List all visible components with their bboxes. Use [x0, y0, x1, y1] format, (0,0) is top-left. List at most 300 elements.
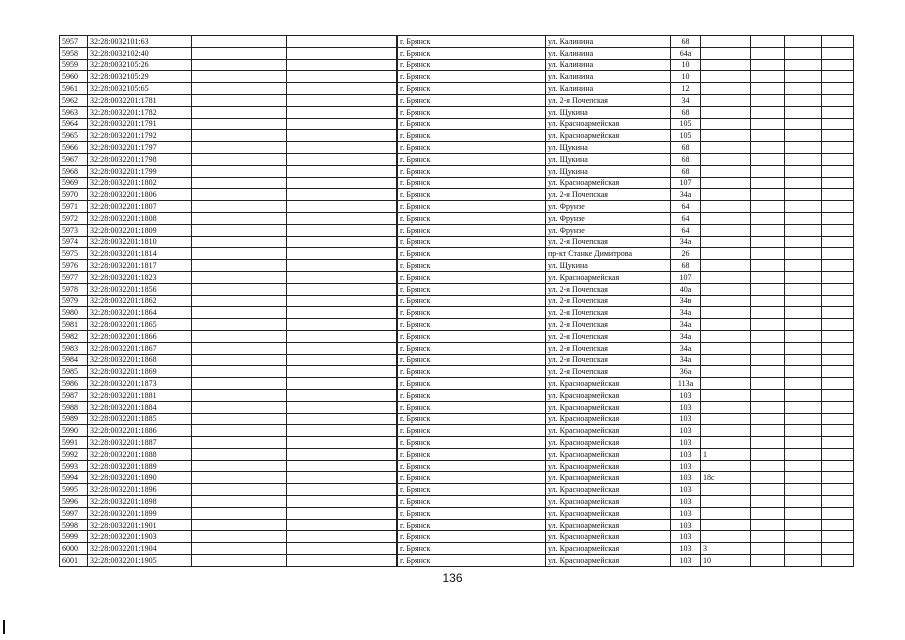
building-cell [701, 354, 751, 366]
edge-mark [3, 620, 5, 634]
empty-cell [822, 248, 854, 260]
row-number-cell: 5986 [60, 378, 88, 390]
street-cell: ул. 2-я Почепская [546, 366, 671, 378]
empty-cell [785, 342, 822, 354]
empty-cell [287, 307, 397, 319]
empty-cell [822, 531, 854, 543]
empty-cell [751, 342, 785, 354]
building-cell [701, 118, 751, 130]
house-number-cell: 103 [671, 472, 701, 484]
house-number-cell: 68 [671, 153, 701, 165]
empty-cell [822, 212, 854, 224]
house-number-cell: 107 [671, 177, 701, 189]
table-row [60, 177, 854, 189]
city-cell: г. Брянск [398, 448, 546, 460]
empty-cell [822, 437, 854, 449]
city-cell: г. Брянск [398, 201, 546, 213]
street-cell: ул. Щукина [546, 106, 671, 118]
building-cell [701, 94, 751, 106]
house-number-cell: 103 [671, 507, 701, 519]
empty-cell [287, 354, 397, 366]
table-row [60, 106, 854, 118]
row-number-cell: 5961 [60, 83, 88, 95]
row-number-cell: 5976 [60, 260, 88, 272]
empty-cell [287, 283, 397, 295]
empty-cell [287, 460, 397, 472]
empty-cell [192, 36, 287, 48]
street-cell: ул. 2-я Почепская [546, 94, 671, 106]
empty-cell [751, 248, 785, 260]
empty-cell [192, 283, 287, 295]
empty-cell [751, 295, 785, 307]
house-number-cell: 12 [671, 83, 701, 95]
empty-cell [785, 177, 822, 189]
empty-cell [751, 94, 785, 106]
empty-cell [751, 236, 785, 248]
row-number-cell: 5969 [60, 177, 88, 189]
row-number-cell: 5970 [60, 189, 88, 201]
empty-cell [822, 354, 854, 366]
cadastral-number-cell: 32:28:0032201:1782 [88, 106, 192, 118]
empty-cell [785, 555, 822, 567]
table-row [60, 531, 854, 543]
house-number-cell: 103 [671, 389, 701, 401]
empty-cell [287, 507, 397, 519]
cadastral-number-cell: 32:28:0032201:1889 [88, 460, 192, 472]
empty-cell [785, 94, 822, 106]
empty-cell [287, 378, 397, 390]
street-cell: ул. Красноармейская [546, 519, 671, 531]
street-cell: ул. Красноармейская [546, 378, 671, 390]
street-cell: ул. Красноармейская [546, 448, 671, 460]
row-number-cell: 5992 [60, 448, 88, 460]
empty-cell [287, 94, 397, 106]
house-number-cell: 10 [671, 71, 701, 83]
city-cell: г. Брянск [398, 354, 546, 366]
building-cell [701, 36, 751, 48]
house-number-cell: 103 [671, 460, 701, 472]
table-row [60, 59, 854, 71]
street-cell: ул. 2-я Почепская [546, 342, 671, 354]
street-cell: ул. 2-я Почепская [546, 330, 671, 342]
empty-cell [822, 543, 854, 555]
empty-cell [751, 201, 785, 213]
empty-cell [785, 319, 822, 331]
street-cell: ул. Калинина [546, 47, 671, 59]
row-number-cell: 5987 [60, 389, 88, 401]
table-row [60, 271, 854, 283]
empty-cell [192, 106, 287, 118]
row-number-cell: 5985 [60, 366, 88, 378]
house-number-cell: 68 [671, 36, 701, 48]
table-row [60, 236, 854, 248]
street-cell: ул. Щукина [546, 142, 671, 154]
empty-cell [822, 153, 854, 165]
building-cell [701, 519, 751, 531]
empty-cell [192, 543, 287, 555]
cadastral-number-cell: 32:28:0032201:1817 [88, 260, 192, 272]
empty-cell [287, 59, 397, 71]
empty-cell [785, 401, 822, 413]
empty-cell [822, 319, 854, 331]
house-number-cell: 103 [671, 496, 701, 508]
building-cell [701, 130, 751, 142]
empty-cell [822, 413, 854, 425]
building-cell [701, 460, 751, 472]
cadastral-number-cell: 32:28:0032201:1864 [88, 307, 192, 319]
building-cell [701, 271, 751, 283]
house-number-cell: 68 [671, 260, 701, 272]
empty-cell [192, 201, 287, 213]
empty-cell [192, 555, 287, 567]
street-cell: ул. 2-я Почепская [546, 189, 671, 201]
empty-cell [287, 401, 397, 413]
building-cell [701, 153, 751, 165]
empty-cell [785, 295, 822, 307]
empty-cell [785, 142, 822, 154]
street-cell: ул. 2-я Почепская [546, 319, 671, 331]
empty-cell [192, 401, 287, 413]
empty-cell [822, 295, 854, 307]
street-cell: ул. Калинина [546, 71, 671, 83]
empty-cell [785, 83, 822, 95]
empty-cell [822, 425, 854, 437]
empty-cell [751, 153, 785, 165]
empty-cell [785, 531, 822, 543]
cadastral-number-cell: 32:28:0032201:1806 [88, 189, 192, 201]
cadastral-number-cell: 32:28:0032201:1898 [88, 496, 192, 508]
cadastral-number-cell: 32:28:0032201:1798 [88, 153, 192, 165]
empty-cell [287, 236, 397, 248]
empty-cell [192, 189, 287, 201]
empty-cell [822, 165, 854, 177]
empty-cell [785, 153, 822, 165]
empty-cell [287, 531, 397, 543]
empty-cell [192, 484, 287, 496]
empty-cell [785, 236, 822, 248]
city-cell: г. Брянск [398, 224, 546, 236]
empty-cell [822, 555, 854, 567]
city-cell: г. Брянск [398, 189, 546, 201]
empty-cell [751, 142, 785, 154]
empty-cell [192, 507, 287, 519]
empty-cell [751, 401, 785, 413]
house-number-cell: 103 [671, 531, 701, 543]
empty-cell [192, 59, 287, 71]
table-body [60, 36, 854, 567]
street-cell: ул. 2-я Почепская [546, 307, 671, 319]
empty-cell [192, 448, 287, 460]
table-row [60, 212, 854, 224]
building-cell [701, 236, 751, 248]
street-cell: ул. Красноармейская [546, 177, 671, 189]
empty-cell [751, 307, 785, 319]
empty-cell [822, 472, 854, 484]
empty-cell [287, 555, 397, 567]
empty-cell [822, 260, 854, 272]
house-number-cell: 64 [671, 212, 701, 224]
empty-cell [785, 496, 822, 508]
building-cell [701, 413, 751, 425]
house-number-cell: 103 [671, 448, 701, 460]
street-cell: ул. Красноармейская [546, 496, 671, 508]
row-number-cell: 5965 [60, 130, 88, 142]
house-number-cell: 103 [671, 401, 701, 413]
empty-cell [287, 106, 397, 118]
empty-cell [192, 260, 287, 272]
house-number-cell: 103 [671, 413, 701, 425]
empty-cell [822, 236, 854, 248]
table-row [60, 389, 854, 401]
empty-cell [287, 83, 397, 95]
street-cell: ул. Красноармейская [546, 555, 671, 567]
empty-cell [785, 484, 822, 496]
empty-cell [751, 425, 785, 437]
empty-cell [785, 59, 822, 71]
house-number-cell: 113а [671, 378, 701, 390]
table-row [60, 165, 854, 177]
empty-cell [751, 59, 785, 71]
city-cell: г. Брянск [398, 437, 546, 449]
building-cell [701, 260, 751, 272]
row-number-cell: 5977 [60, 271, 88, 283]
empty-cell [785, 413, 822, 425]
empty-cell [751, 283, 785, 295]
table-row [60, 94, 854, 106]
empty-cell [751, 165, 785, 177]
city-cell: г. Брянск [398, 519, 546, 531]
empty-cell [287, 47, 397, 59]
empty-cell [785, 378, 822, 390]
city-cell: г. Брянск [398, 153, 546, 165]
building-cell [701, 330, 751, 342]
city-cell: г. Брянск [398, 248, 546, 260]
empty-cell [192, 130, 287, 142]
house-number-cell: 34в [671, 295, 701, 307]
cadastral-number-cell: 32:28:0032101:63 [88, 36, 192, 48]
empty-cell [822, 189, 854, 201]
street-cell: ул. 2-я Почепская [546, 236, 671, 248]
building-cell [701, 71, 751, 83]
cadastral-number-cell: 32:28:0032201:1808 [88, 212, 192, 224]
building-cell [701, 59, 751, 71]
empty-cell [287, 165, 397, 177]
empty-cell [192, 224, 287, 236]
table-row [60, 437, 854, 449]
building-cell [701, 496, 751, 508]
city-cell: г. Брянск [398, 496, 546, 508]
house-number-cell: 34а [671, 236, 701, 248]
city-cell: г. Брянск [398, 59, 546, 71]
empty-cell [822, 378, 854, 390]
empty-cell [287, 448, 397, 460]
empty-cell [287, 142, 397, 154]
cadastral-number-cell: 32:28:0032201:1903 [88, 531, 192, 543]
empty-cell [287, 295, 397, 307]
empty-cell [287, 153, 397, 165]
empty-cell [287, 118, 397, 130]
cadastral-number-cell: 32:28:0032105:65 [88, 83, 192, 95]
empty-cell [822, 330, 854, 342]
row-number-cell: 5959 [60, 59, 88, 71]
cadastral-number-cell: 32:28:0032201:1807 [88, 201, 192, 213]
city-cell: г. Брянск [398, 212, 546, 224]
empty-cell [785, 260, 822, 272]
empty-cell [287, 389, 397, 401]
table-row [60, 201, 854, 213]
empty-cell [751, 47, 785, 59]
table-row [60, 295, 854, 307]
building-cell [701, 319, 751, 331]
row-number-cell: 5996 [60, 496, 88, 508]
house-number-cell: 103 [671, 543, 701, 555]
empty-cell [751, 130, 785, 142]
empty-cell [822, 460, 854, 472]
cadastral-number-cell: 32:28:0032201:1797 [88, 142, 192, 154]
cadastral-number-cell: 32:28:0032201:1899 [88, 507, 192, 519]
city-cell: г. Брянск [398, 47, 546, 59]
street-cell: ул. Красноармейская [546, 543, 671, 555]
empty-cell [822, 201, 854, 213]
empty-cell [822, 142, 854, 154]
city-cell: г. Брянск [398, 106, 546, 118]
empty-cell [287, 271, 397, 283]
table-row [60, 142, 854, 154]
empty-cell [822, 59, 854, 71]
street-cell: ул. 2-я Почепская [546, 283, 671, 295]
table-row [60, 460, 854, 472]
empty-cell [192, 330, 287, 342]
cadastral-number-cell: 32:28:0032201:1862 [88, 295, 192, 307]
street-cell: пр-кт Станке Димитрова [546, 248, 671, 260]
city-cell: г. Брянск [398, 94, 546, 106]
empty-cell [785, 201, 822, 213]
house-number-cell: 34а [671, 354, 701, 366]
empty-cell [751, 531, 785, 543]
building-cell [701, 531, 751, 543]
building-cell [701, 507, 751, 519]
empty-cell [192, 460, 287, 472]
table-row [60, 342, 854, 354]
empty-cell [192, 271, 287, 283]
table-row [60, 425, 854, 437]
cadastral-number-cell: 32:28:0032201:1884 [88, 401, 192, 413]
house-number-cell: 34а [671, 319, 701, 331]
empty-cell [785, 543, 822, 555]
empty-cell [751, 177, 785, 189]
empty-cell [287, 366, 397, 378]
city-cell: г. Брянск [398, 472, 546, 484]
building-cell [701, 165, 751, 177]
building-cell: 18с [701, 472, 751, 484]
city-cell: г. Брянск [398, 342, 546, 354]
empty-cell [287, 36, 397, 48]
building-cell [701, 106, 751, 118]
empty-cell [192, 378, 287, 390]
empty-cell [822, 106, 854, 118]
cadastral-number-cell: 32:28:0032201:1802 [88, 177, 192, 189]
cadastral-number-cell: 32:28:0032201:1890 [88, 472, 192, 484]
empty-cell [287, 437, 397, 449]
empty-cell [287, 330, 397, 342]
cadastral-number-cell: 32:28:0032102:40 [88, 47, 192, 59]
house-number-cell: 34 [671, 94, 701, 106]
empty-cell [751, 472, 785, 484]
empty-cell [192, 472, 287, 484]
empty-cell [192, 319, 287, 331]
table-row [60, 472, 854, 484]
building-cell [701, 366, 751, 378]
empty-cell [192, 236, 287, 248]
empty-cell [192, 177, 287, 189]
street-cell: ул. Красноармейская [546, 425, 671, 437]
empty-cell [192, 519, 287, 531]
empty-cell [751, 460, 785, 472]
cadastral-number-cell: 32:28:0032201:1887 [88, 437, 192, 449]
street-cell: ул. 2-я Почепская [546, 295, 671, 307]
empty-cell [822, 448, 854, 460]
empty-cell [751, 319, 785, 331]
empty-cell [822, 94, 854, 106]
house-number-cell: 107 [671, 271, 701, 283]
cadastral-number-cell: 32:28:0032201:1809 [88, 224, 192, 236]
table-row [60, 260, 854, 272]
city-cell: г. Брянск [398, 283, 546, 295]
cadastral-number-cell: 32:28:0032201:1905 [88, 555, 192, 567]
empty-cell [192, 153, 287, 165]
empty-cell [751, 71, 785, 83]
street-cell: ул. Фрунзе [546, 201, 671, 213]
building-cell [701, 378, 751, 390]
table-row [60, 71, 854, 83]
empty-cell [192, 295, 287, 307]
city-cell: г. Брянск [398, 507, 546, 519]
empty-cell [751, 271, 785, 283]
row-number-cell: 5958 [60, 47, 88, 59]
city-cell: г. Брянск [398, 71, 546, 83]
empty-cell [192, 354, 287, 366]
empty-cell [287, 212, 397, 224]
row-number-cell: 5980 [60, 307, 88, 319]
empty-cell [287, 319, 397, 331]
city-cell: г. Брянск [398, 271, 546, 283]
empty-cell [785, 472, 822, 484]
city-cell: г. Брянск [398, 484, 546, 496]
building-cell: 1 [701, 448, 751, 460]
empty-cell [822, 130, 854, 142]
empty-cell [192, 307, 287, 319]
empty-cell [192, 425, 287, 437]
street-cell: ул. Калинина [546, 59, 671, 71]
house-number-cell: 34а [671, 330, 701, 342]
empty-cell [751, 507, 785, 519]
table-row [60, 401, 854, 413]
street-cell: ул. Красноармейская [546, 401, 671, 413]
city-cell: г. Брянск [398, 83, 546, 95]
empty-cell [287, 224, 397, 236]
row-number-cell: 5966 [60, 142, 88, 154]
cadastral-number-cell: 32:28:0032201:1856 [88, 283, 192, 295]
row-number-cell: 5982 [60, 330, 88, 342]
street-cell: ул. Щукина [546, 165, 671, 177]
street-cell: ул. Красноармейская [546, 484, 671, 496]
house-number-cell: 10 [671, 59, 701, 71]
empty-cell [751, 496, 785, 508]
cadastral-number-cell: 32:28:0032201:1791 [88, 118, 192, 130]
empty-cell [751, 519, 785, 531]
empty-cell [822, 307, 854, 319]
cadastral-number-cell: 32:28:0032201:1901 [88, 519, 192, 531]
